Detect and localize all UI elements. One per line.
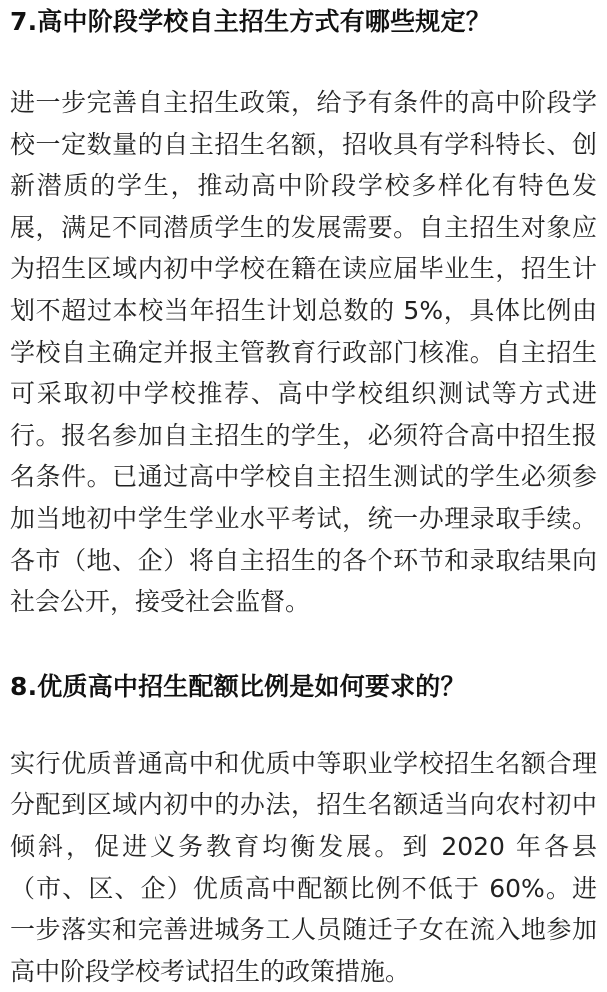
question-7-title: 7.高中阶段学校自主招生方式有哪些规定？: [10, 7, 491, 36]
question-8-title: 8.优质高中招生配额比例是如何要求的？: [10, 671, 466, 701]
question-8-answer: 实行优质普通高中和优质中等职业学校招生名额合理分配到区域内初中的办法，招生名额适当向农村初中倾斜，促进义务教育均衡发展。到 2020 年各县（市、区、企）优质高中配额比例不低于 60%。进一步落实和完善进城务工人员随迁子女在流入地参加高中阶段学校考试招生的政策措施。: [10, 748, 597, 986]
question-7-answer: 进一步完善自主招生政策，给予有条件的高中阶段学校一定数量的自主招生名额，招收具有学科特长、创新潜质的学生，推动高中阶段学校多样化有特色发展，满足不同潜质学生的发展需要。自主招生对象应为招生区域内初中学校在籍在读应届毕业生，招生计划不超过本校当年招生计划总数的 5%，具体比例由学校自主确定并报主管教育行政部门核准。自主招生可采取初中学校推荐、高中学校组织测试等方式进行。报名参加自主招生的学生，必须符合高中招生报名条件。已通过高中学校自主招生测试的学生必须参加当地初中学生学业水平考试，统一办理录取手续。各市（地、企）将自主招生的各个环节和录取结果向社会公开，接受社会监督。: [10, 88, 597, 617]
